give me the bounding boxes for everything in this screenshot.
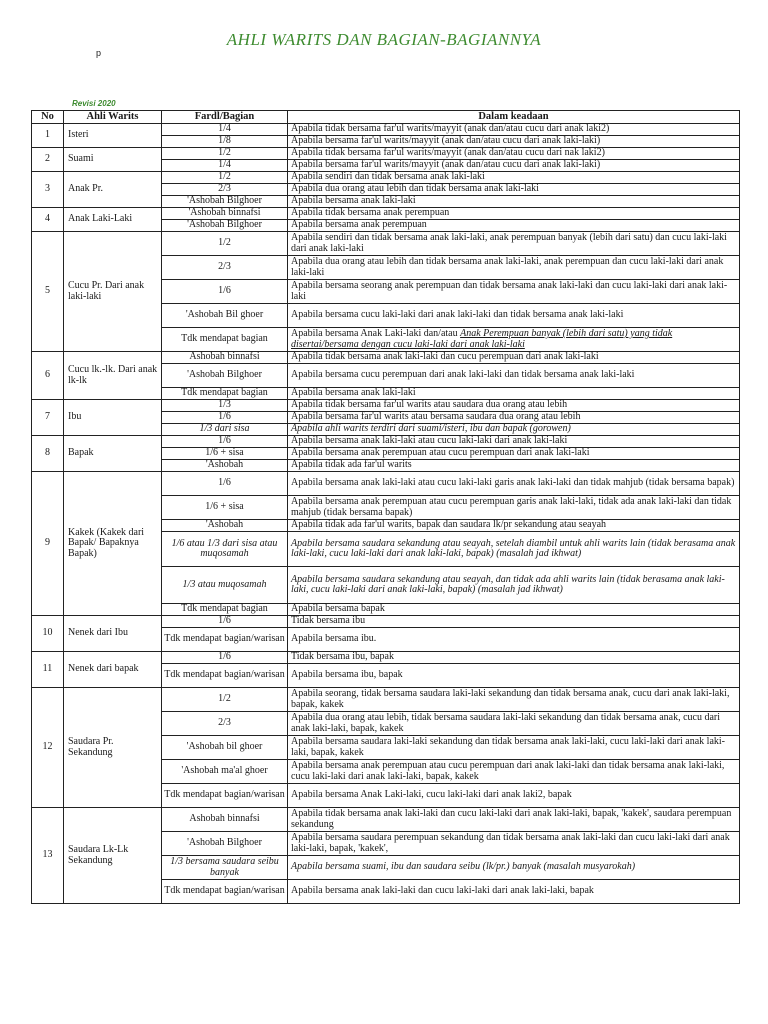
heir-name: Isteri (64, 124, 162, 148)
share-cell: 1/2 (162, 688, 288, 712)
row-number: 3 (32, 172, 64, 208)
condition-cell: Tidak bersama ibu (288, 616, 740, 628)
row-number: 1 (32, 124, 64, 148)
heir-name: Anak Laki-Laki (64, 208, 162, 232)
header-ahli-warits: Ahli Warits (64, 111, 162, 124)
share-cell: 1/6 (162, 652, 288, 664)
condition-cell: Apabila tidak ada far'ul warits (288, 460, 740, 472)
share-cell: 1/6 (162, 436, 288, 448)
table-row (32, 616, 740, 628)
condition-cell: Apabila bersama cucu perempuan dari anak laki-laki dan tidak bersama anak laki-laki (288, 364, 740, 388)
condition-emphasis: Anak Perempuan banyak (lebih dari satu) yang tidak disertai/bersama dengan cucu laki-laki dari anak laki-laki (291, 328, 673, 350)
share-cell: 1/6 (162, 616, 288, 628)
table-row (32, 232, 740, 256)
share-cell: 2/3 (162, 184, 288, 196)
condition-cell: Apabila bersama ibu, bapak (288, 664, 740, 688)
condition-cell: Apabila dua orang atau lebih dan tidak bersama anak laki-laki, anak perempuan dan cucu laki-laki dari anak laki-laki (288, 256, 740, 280)
revision-label: Revisi 2020 (72, 99, 116, 108)
condition-cell: Apabila ahli warits terdiri dari suami/isteri, ibu dan bapak (gorowen) (288, 424, 740, 436)
table-row (32, 688, 740, 712)
table-row (32, 400, 740, 412)
header-dalam-keadaan: Dalam keadaan (288, 111, 740, 124)
share-cell: Tdk mendapat bagian (162, 388, 288, 400)
condition-cell: Apabila seorang, tidak bersama saudara laki-laki sekandung dan tidak bersama anak, cucu dari anak laki-laki, bapak, kakek (288, 688, 740, 712)
share-cell: 'Ashobah Bilghoer (162, 220, 288, 232)
condition-cell: Apabila bersama anak perempuan atau cucu perempuan dari anak laki-laki dan tidak bersama anak laki-laki, cucu laki-laki dari anak laki-laki, bapak, kakek (288, 760, 740, 784)
share-cell: Tdk mendapat bagian/warisan (162, 628, 288, 652)
condition-cell: Apabila bersama saudara laki-laki sekandung dan tidak bersama anak laki-laki, cucu laki-laki dari anak laki-laki, bapak, kakek (288, 736, 740, 760)
condition-cell: Apabila bersama saudara perempuan sekandung dan tidak bersama anak laki-laki dan cucu laki-laki dari anak laki-laki, bapak, 'kakek', (288, 832, 740, 856)
condition-cell: Apabila bersama anak laki-laki (288, 388, 740, 400)
table-row (32, 436, 740, 448)
share-cell: 1/3 (162, 400, 288, 412)
condition-cell (288, 328, 740, 352)
condition-cell: Apabila bersama anak laki-laki (288, 196, 740, 208)
share-cell: 1/6 (162, 412, 288, 424)
condition-cell: Apabila tidak ada far'ul warits, bapak dan saudara lk/pr sekandung atau seayah (288, 520, 740, 532)
condition-cell: Apabila tidak bersama far'ul warits/mayyit (anak dan/atau cucu dari nak laki2) (288, 148, 740, 160)
heir-name: Ibu (64, 400, 162, 436)
heir-name: Cucu lk.-lk. Dari anak lk-lk (64, 352, 162, 400)
inheritance-table (31, 110, 740, 904)
condition-cell: Apabila sendiri dan tidak bersama anak laki-laki, anak perempuan banyak (lebih dari satu) dan cucu laki-laki dari anak laki-laki (288, 232, 740, 256)
share-cell: 1/6 atau 1/3 dari sisa atau muqosamah (162, 532, 288, 567)
heir-name: Nenek dari bapak (64, 652, 162, 688)
share-cell: 2/3 (162, 712, 288, 736)
share-cell: Ashobah binnafsi (162, 808, 288, 832)
share-cell: 1/3 atau muqosamah (162, 567, 288, 604)
table-row (32, 808, 740, 832)
heir-name: Cucu Pr. Dari anak laki-laki (64, 232, 162, 352)
share-cell: 1/6 + sisa (162, 448, 288, 460)
table-row (32, 208, 740, 220)
condition-cell: Apabila sendiri dan tidak bersama anak laki-laki (288, 172, 740, 184)
heir-name: Saudara Pr. Sekandung (64, 688, 162, 808)
share-cell: 1/4 (162, 160, 288, 172)
row-number: 5 (32, 232, 64, 352)
row-number: 7 (32, 400, 64, 436)
share-cell: 2/3 (162, 256, 288, 280)
condition-cell: Tidak bersama ibu, bapak (288, 652, 740, 664)
row-number: 4 (32, 208, 64, 232)
condition-cell: Apabila bersama anak laki-laki dan cucu laki-laki dari anak laki-laki, bapak (288, 880, 740, 904)
share-cell: 1/3 dari sisa (162, 424, 288, 436)
condition-cell: Apabila bersama far'ul warits atau bersama saudara dua orang atau lebih (288, 412, 740, 424)
share-cell: 'Ashobah ma'al ghoer (162, 760, 288, 784)
share-cell: 1/2 (162, 232, 288, 256)
table-row (32, 172, 740, 184)
share-cell: 'Ashobah binnafsi (162, 208, 288, 220)
condition-cell: Apabila bersama bapak (288, 604, 740, 616)
share-cell: Tdk mendapat bagian/warisan (162, 880, 288, 904)
share-cell: Tdk mendapat bagian (162, 328, 288, 352)
share-cell: 1/3 bersama saudara seibu banyak (162, 856, 288, 880)
condition-cell: Apabila bersama anak laki-laki atau cucu laki-laki garis anak laki-laki dan tidak mahjub (tidak bersama bapak) (288, 472, 740, 496)
row-number: 10 (32, 616, 64, 652)
row-number: 9 (32, 472, 64, 616)
table-row (32, 652, 740, 664)
condition-cell: Apabila bersama Anak Laki-laki, cucu laki-laki dari anak laki2, bapak (288, 784, 740, 808)
share-cell: Tdk mendapat bagian (162, 604, 288, 616)
heir-name: Suami (64, 148, 162, 172)
table-row (32, 148, 740, 160)
condition-cell: Apabila bersama saudara sekandung atau seayah, dan tidak ada ahli warits lain (tidak berasama anak laki-laki, cucu laki-laki dari anak laki-laki, bapak) (masalah jad ikhwat) (288, 567, 740, 604)
row-number: 12 (32, 688, 64, 808)
table-row (32, 352, 740, 364)
condition-cell: Apabila dua orang atau lebih dan tidak bersama anak laki-laki (288, 184, 740, 196)
table-body (32, 124, 740, 904)
share-cell: 1/2 (162, 148, 288, 160)
header-no: No (32, 111, 64, 124)
condition-cell: Apabila tidak bersama anak laki-laki dan cucu laki-laki dari anak laki-laki, bapak, 'kakek', saudara perempuan sekandung (288, 808, 740, 832)
condition-cell: Apabila bersama anak laki-laki atau cucu laki-laki dari anak laki-laki (288, 436, 740, 448)
condition-cell: Apabila bersama far'ul warits/mayyit (anak dan/atau cucu dari anak laki-laki) (288, 136, 740, 148)
condition-cell: Apabila bersama seorang anak perempuan dan tidak bersama anak laki-laki dan cucu laki-laki dari anak laki-laki (288, 280, 740, 304)
share-cell: 1/4 (162, 124, 288, 136)
share-cell: 'Ashobah Bilghoer (162, 364, 288, 388)
share-cell: 'Ashobah Bilghoer (162, 832, 288, 856)
share-cell: 'Ashobah (162, 460, 288, 472)
share-cell: 'Ashobah Bil ghoer (162, 304, 288, 328)
condition-cell: Apabila bersama anak perempuan atau cucu perempuan dari anak laki-laki (288, 448, 740, 460)
share-cell: Ashobah binnafsi (162, 352, 288, 364)
table-row (32, 472, 740, 496)
share-cell: 'Ashobah (162, 520, 288, 532)
condition-cell: Apabila bersama suami, ibu dan saudara seibu (lk/pr.) banyak (masalah musyarokah) (288, 856, 740, 880)
condition-cell: Apabila tidak bersama far'ul warits atau saudara dua orang atau lebih (288, 400, 740, 412)
share-cell: 'Ashobah Bilghoer (162, 196, 288, 208)
condition-cell: Apabila tidak bersama far'ul warits/mayyit (anak dan/atau cucu dari anak laki2) (288, 124, 740, 136)
condition-cell: Apabila tidak bersama anak laki-laki dan cucu perempuan dari anak laki-laki (288, 352, 740, 364)
condition-cell: Apabila tidak bersama anak perempuan (288, 208, 740, 220)
stray-mark: p (96, 48, 102, 58)
share-cell: 1/8 (162, 136, 288, 148)
row-number: 6 (32, 352, 64, 400)
row-number: 2 (32, 148, 64, 172)
heir-name: Nenek dari Ibu (64, 616, 162, 652)
row-number: 8 (32, 436, 64, 472)
condition-cell: Apabila bersama cucu laki-laki dari anak laki-laki dan tidak bersama anak laki-laki (288, 304, 740, 328)
row-number: 13 (32, 808, 64, 904)
share-cell: 1/6 (162, 472, 288, 496)
condition-cell: Apabila bersama far'ul warits/mayyit (anak dan/atau cucu dari anak laki-laki) (288, 160, 740, 172)
table-row (32, 124, 740, 136)
header-fardl-bagian: Fardl/Bagian (162, 111, 288, 124)
condition-text: Apabila bersama Anak Laki-laki dan/atau (291, 328, 461, 339)
share-cell: Tdk mendapat bagian/warisan (162, 664, 288, 688)
share-cell: 'Ashobah bil ghoer (162, 736, 288, 760)
table-header-row (32, 111, 740, 124)
heir-name: Kakek (Kakek dari Bapak/ Bapaknya Bapak) (64, 472, 162, 616)
share-cell: 1/6 (162, 280, 288, 304)
condition-cell: Apabila dua orang atau lebih, tidak bersama saudara laki-laki sekandung dan tidak bersama anak, cucu dari anak laki-laki, bapak, kakek (288, 712, 740, 736)
row-number: 11 (32, 652, 64, 688)
share-cell: 1/6 + sisa (162, 496, 288, 520)
condition-cell: Apabila bersama anak perempuan atau cucu perempuan garis anak laki-laki, tidak ada anak laki-laki dan tidak mahjub (tidak bersama bapak) (288, 496, 740, 520)
condition-cell: Apabila bersama ibu. (288, 628, 740, 652)
document-title: AHLI WARITS DAN BAGIAN-BAGIANNYA (226, 30, 542, 49)
heir-name: Anak Pr. (64, 172, 162, 208)
share-cell: 1/2 (162, 172, 288, 184)
condition-cell: Apabila bersama anak perempuan (288, 220, 740, 232)
share-cell: Tdk mendapat bagian/warisan (162, 784, 288, 808)
heir-name: Bapak (64, 436, 162, 472)
condition-cell: Apabila bersama saudara sekandung atau seayah, setelah diambil untuk ahli warits lain (tidak berasama anak laki-laki, cucu laki-laki dari anak laki-laki, bapak) (masalah jad ikhwat) (288, 532, 740, 567)
heir-name: Saudara Lk-Lk Sekandung (64, 808, 162, 904)
